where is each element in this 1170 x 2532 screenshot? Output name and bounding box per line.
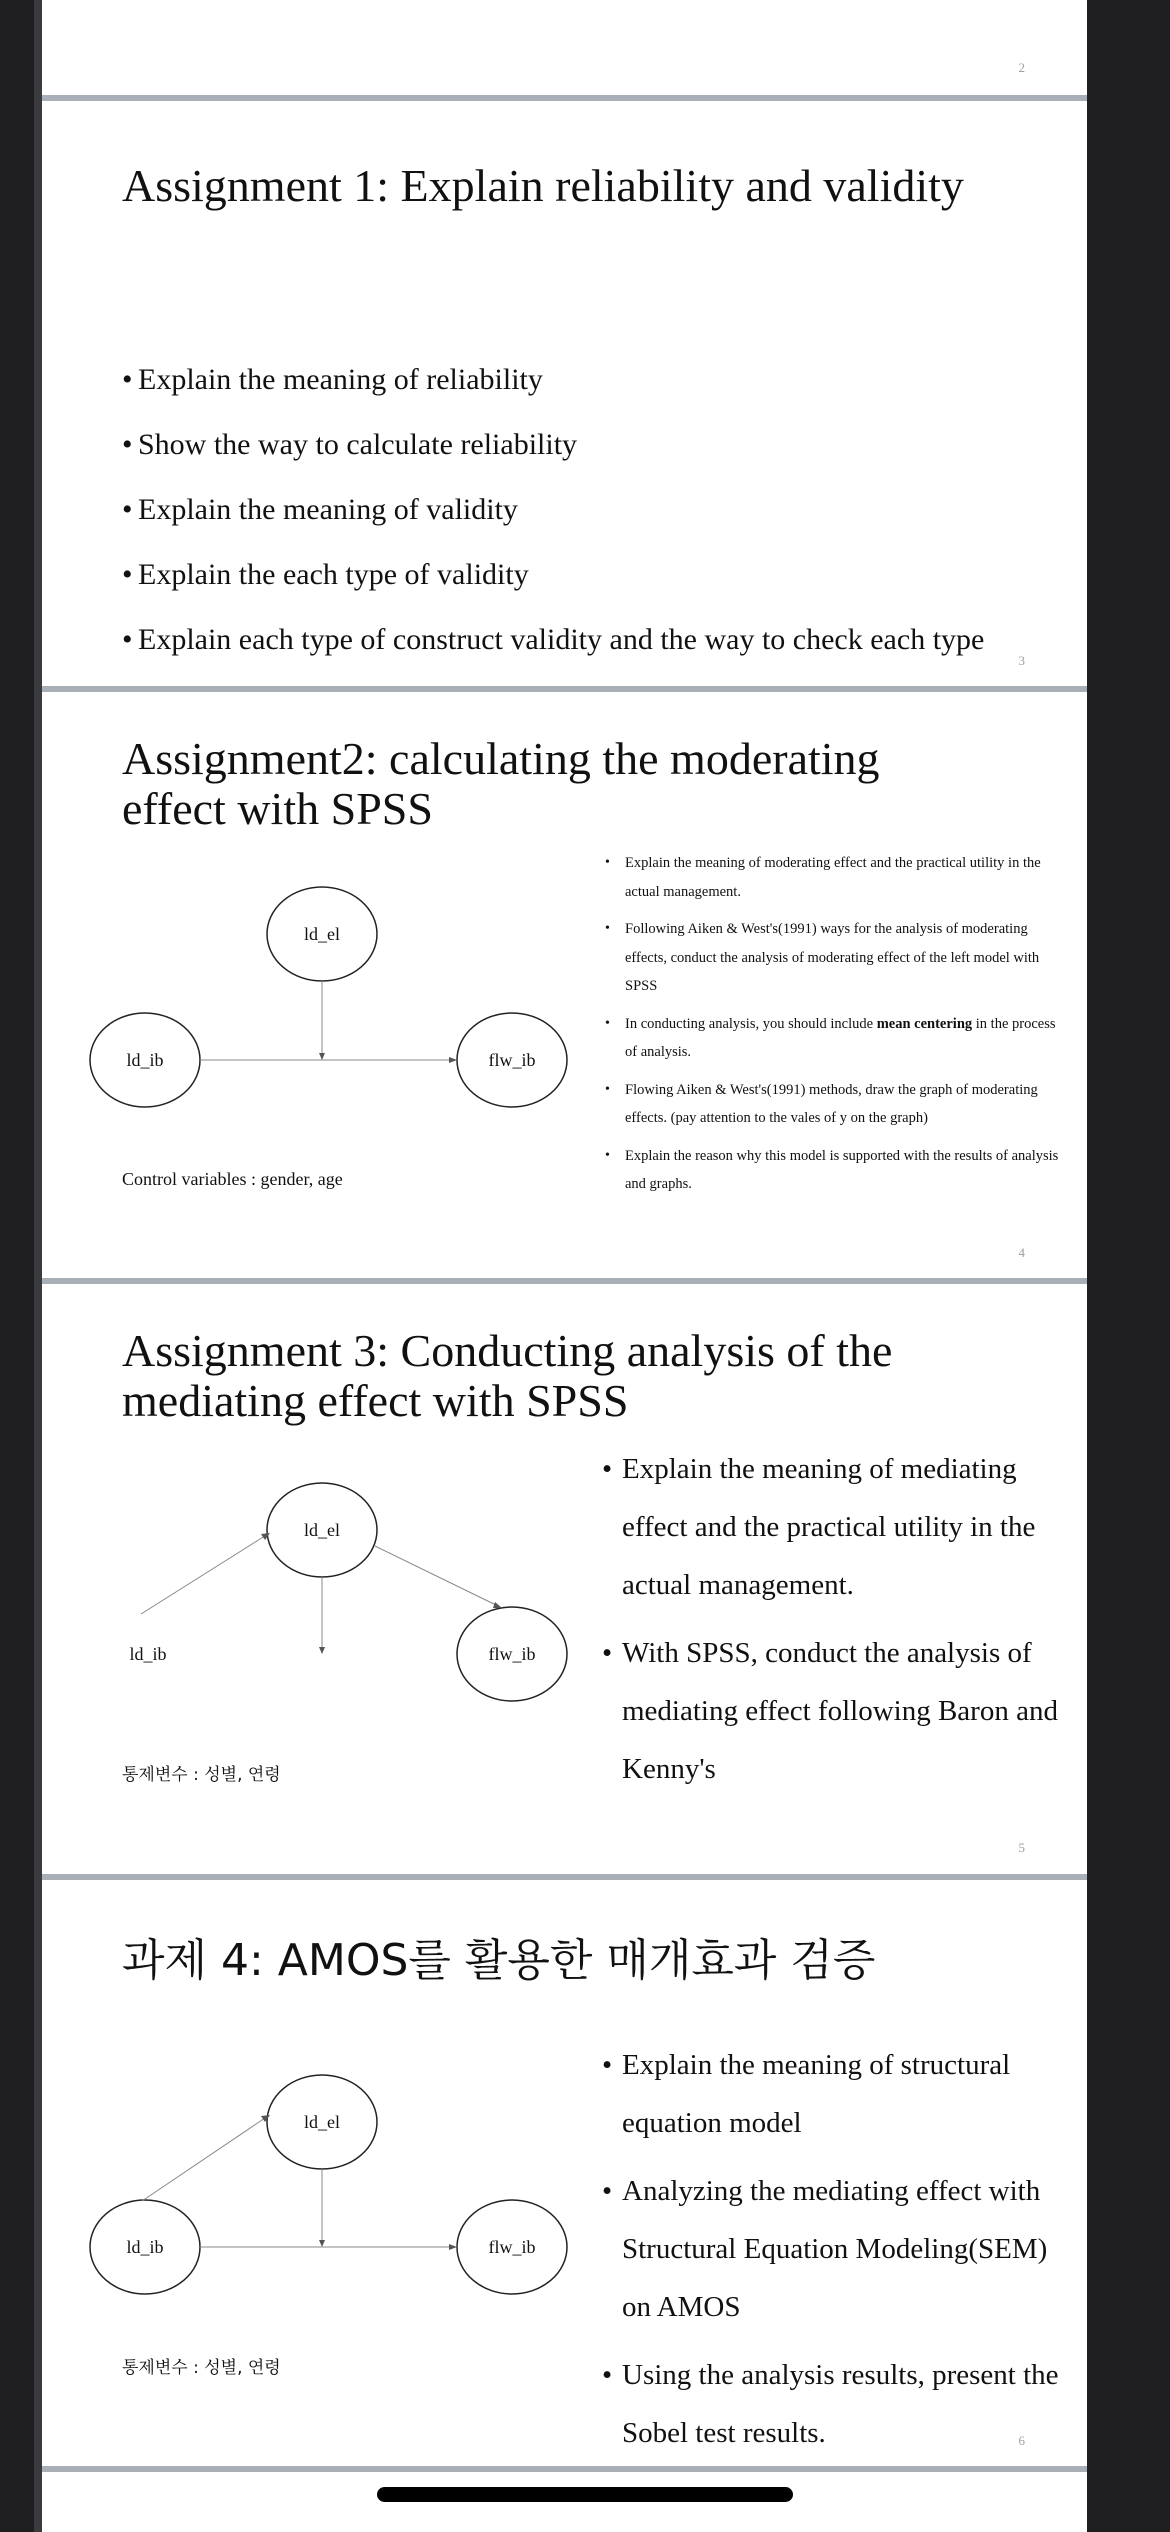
right-gutter <box>1087 0 1170 2532</box>
arrowhead <box>449 1057 457 1063</box>
list-item: • Explain the reason why this model is supported with the results of analysis and graphs. <box>603 1142 1059 1199</box>
node-label-right: flw_ib <box>488 1644 536 1664</box>
slide-2-partial <box>42 0 1087 95</box>
slide-title: Assignment 1: Explain reliability and validity <box>122 160 964 211</box>
list-item: • Analyzing the mediating effect with Structural Equation Modeling(SEM) on AMOS <box>602 2162 1072 2336</box>
path-b <box>375 1546 500 1607</box>
title-line-1: Assignment2: calculating the moderating <box>122 733 880 784</box>
node-label-left: ld_ib <box>126 2237 164 2257</box>
bullet-list <box>603 849 1059 1208</box>
list-item: • Explain the meaning of moderating effect and the practical utility in the actual management. <box>603 849 1059 906</box>
list-item: • Flowing Aiken & West's(1991) methods, draw the graph of moderating effects. (pay attention to the vales of y on the graph) <box>603 1076 1059 1133</box>
list-item: • Following Aiken & West's(1991) ways for the analysis of moderating effects, conduct the analysis of moderating effect of the left model with SPSS <box>603 915 1059 1001</box>
control-variables-note: Control variables : gender, age <box>122 1169 343 1189</box>
page-number: 6 <box>1018 2433 1025 2448</box>
slide-7-partial <box>42 2472 1087 2532</box>
left-gutter <box>0 0 42 2532</box>
node-label-top: ld_el <box>304 924 340 944</box>
list-item: • Show the way to calculate reliability <box>122 426 984 464</box>
home-indicator[interactable] <box>377 2487 793 2502</box>
page-number: 5 <box>1018 1840 1025 1855</box>
arrowhead <box>319 1647 325 1654</box>
bullet-list <box>122 361 984 686</box>
title-line-1: Assignment 3: Conducting analysis of the <box>122 1325 893 1376</box>
list-item: • Using the analysis results, present the Sobel test results. <box>602 2346 1072 2462</box>
list-item: • Explain the meaning of mediating effect and the practical utility in the actual management. <box>602 1440 1072 1614</box>
control-variables-note: 통제변수 : 성별, 연령 <box>122 1765 281 1785</box>
list-item: • In conducting analysis, you should include mean centering in the process of analysis. <box>603 1010 1059 1067</box>
bullet-list <box>602 1440 1072 1808</box>
arrowhead <box>449 2244 457 2250</box>
arrowhead <box>261 2115 270 2122</box>
title-line-2: mediating effect with SPSS <box>122 1374 629 1426</box>
page-number: 4 <box>1018 1245 1025 1260</box>
node-label-right: flw_ib <box>488 2237 536 2257</box>
path-a <box>142 2116 268 2201</box>
node-label-top: ld_el <box>304 2112 340 2132</box>
list-item: • Explain each type of construct validity and the way to check each type <box>122 621 984 659</box>
arrowhead <box>319 2240 325 2247</box>
slide-assignment-4 <box>42 1880 1087 2466</box>
arrowhead <box>493 1602 502 1608</box>
node-label-left: ld_ib <box>129 1644 167 1664</box>
list-item: • Explain the meaning of reliability <box>122 361 984 399</box>
title-line-2: effect with SPSS <box>122 782 433 834</box>
path-a <box>141 1534 268 1614</box>
arrowhead <box>319 1053 325 1060</box>
node-label-right: flw_ib <box>488 1050 536 1070</box>
list-item: • Explain the meaning of validity <box>122 491 984 529</box>
page-number: 3 <box>1018 653 1025 668</box>
bold-text: mean centering <box>876 1015 973 1032</box>
list-item: • Explain the each type of validity <box>122 556 984 594</box>
node-label-left: ld_ib <box>126 1050 164 1070</box>
slide-title: 과제 4: AMOS를 활용한 매개효과 검증 <box>122 1935 876 1986</box>
slide-assignment-3 <box>42 1284 1087 1874</box>
slide-assignment-2 <box>42 692 1087 1278</box>
list-item: • With SPSS, conduct the analysis of mediating effect following Baron and Kenny's <box>602 1624 1072 1798</box>
page-number: 2 <box>1018 60 1025 75</box>
node-label-top: ld_el <box>304 1520 340 1540</box>
slide-assignment-1 <box>42 101 1087 686</box>
control-variables-note: 통제변수 : 성별, 연령 <box>122 2358 281 2378</box>
list-item: • Explain the meaning of structural equation model <box>602 2036 1072 2152</box>
bullet-list <box>602 2036 1072 2466</box>
